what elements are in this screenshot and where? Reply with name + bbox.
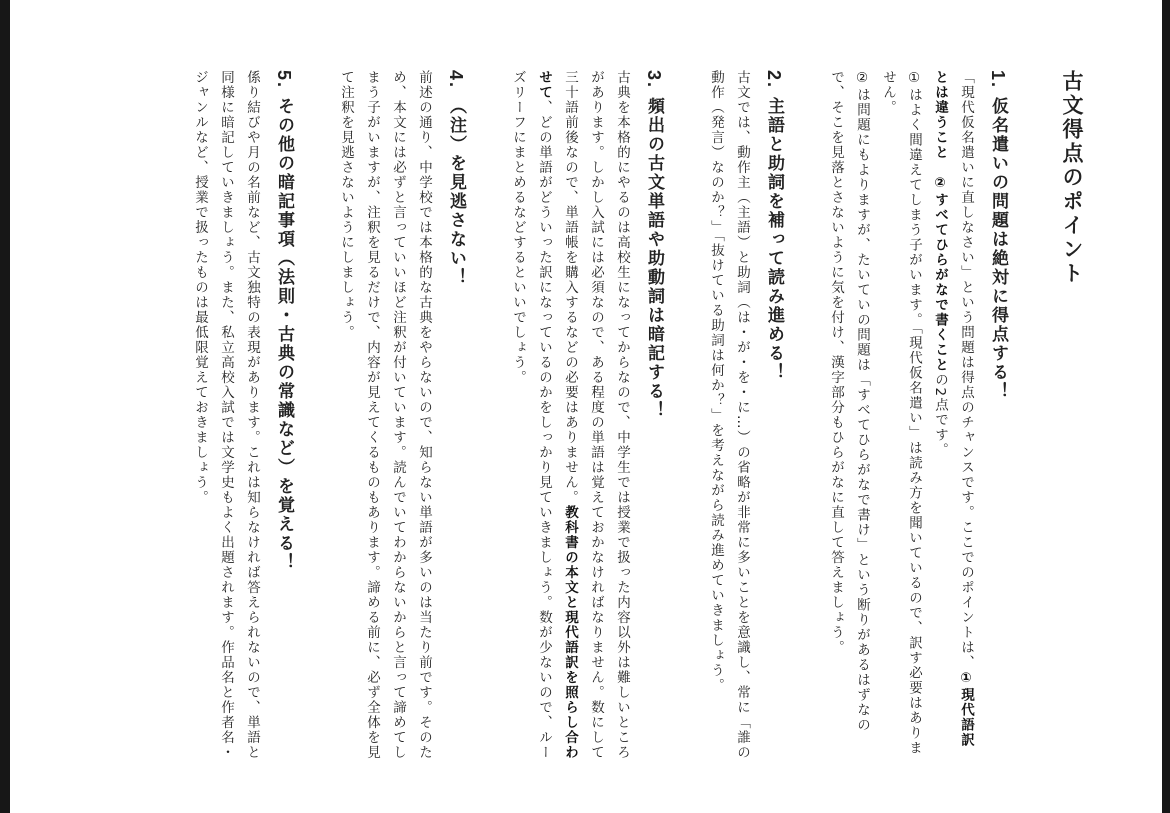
- section-5-paragraph: 係り結びや月の名前など、古文独特の表現があります。これは知らなければ答えられないので、単語と同様に暗記していきましょう。また、私立高校入試では文学史もよく出題されます。作品名と作者名・ジャンルなど、授業で扱ったものは最低限覚えておきましょう。: [192, 70, 260, 760]
- section-4-heading-text: （注）を見逃さない！: [446, 97, 466, 288]
- section-3-text: 古典を本格的にやるのは高校生になってからなので、中学生では授業で扱った内容以外は難しいところがあります。しかし入試には必須なので、ある程度の単語は覚えておかなければなりません。数にして三十語前後なので、単語帳を購入するなどの必要はありません。: [562, 70, 630, 760]
- section-2-heading-text: 主語と助詞を補って読み進める！: [764, 97, 784, 383]
- section-5-heading: [271, 70, 297, 790]
- section-3: [505, 70, 667, 790]
- section-1-paragraph-3: ②は問題にもよりますが、たいていの問題は「すべてひらがなで書け」という断りがあるはずなので、そこを見落とさないように気を付け、漢字部分もひらがなに直して答えましょう。: [828, 70, 870, 733]
- page-title: 古文得点のポイント: [1060, 70, 1085, 286]
- section-3-heading-text: 頻出の古文単語や助動詞は暗記する！: [644, 97, 664, 421]
- section-1-paragraph-1: [927, 70, 979, 760]
- section-1-number: 1.: [988, 70, 1008, 90]
- section-4-paragraph: 前述の通り、中学校では本格的な古典をやらないので、知らない単語が多いのは当たり前です。そのため、本文には必ずと言っていいほど注釈が付いています。読んでいてわからないからと言って諦めてしまう子がいますが、注釈を見るだけで、内容が見えてくるものもあります。諦める前に、必ず全体を見て注釈を見逃さないようにしましょう。: [338, 70, 432, 760]
- section-3-heading: [641, 70, 667, 790]
- section-1-paragraph-2: ①はよく間違えてしまう子がいます。「現代仮名遣い」は読み方を聞いているので、訳す必要はありません。: [880, 70, 922, 756]
- section-3-paragraph: [505, 70, 635, 760]
- section-1-text: 「現代仮名遣いに直しなさい」という問題は得点のチャンスです。ここでのポイントは、: [958, 70, 974, 670]
- section-5-number: 5.: [274, 70, 294, 90]
- section-1-heading: [985, 70, 1011, 790]
- section-1: [823, 70, 1011, 790]
- document-page: [185, 70, 1085, 790]
- section-3-number: 3.: [644, 70, 664, 90]
- section-3-text-end: 、どの単語がどういった訳になっているのかをしっかり見ていきましょう。数が少ないので、ルーズリーフにまとめるなどするといいでしょう。: [510, 70, 552, 760]
- section-5-heading-text: その他の暗記事項（法則・古典の常識など）を覚える！: [274, 97, 294, 573]
- section-1-heading-text: 仮名遣いの問題は絶対に得点する！: [988, 97, 1008, 402]
- section-5: [187, 70, 297, 790]
- section-4-number: 4.: [446, 70, 466, 90]
- section-1-text-end: の2点です。: [932, 372, 948, 458]
- section-1-bold-text: ①現代語訳とは違うこと ②すべてひらがなで書くこと: [932, 70, 974, 748]
- left-frame-edge: [0, 0, 10, 813]
- section-2-paragraph: 古文では、動作主（主語）と助詞（は・が・を・に…）の省略が非常に多いことを意識し、常に「誰の動作（発言）なのか？」「抜けている助詞は何か？」を考えながら読み進めていきましょう。: [708, 70, 750, 760]
- right-frame-edge: [1162, 0, 1170, 813]
- section-3-bold-text: 教科書の本文と現代語訳を照らし合わせて: [536, 70, 578, 760]
- section-4-heading: [443, 70, 469, 790]
- section-2-heading: [761, 70, 787, 790]
- section-2: [703, 70, 787, 790]
- section-4: [333, 70, 469, 790]
- section-2-number: 2.: [764, 70, 784, 90]
